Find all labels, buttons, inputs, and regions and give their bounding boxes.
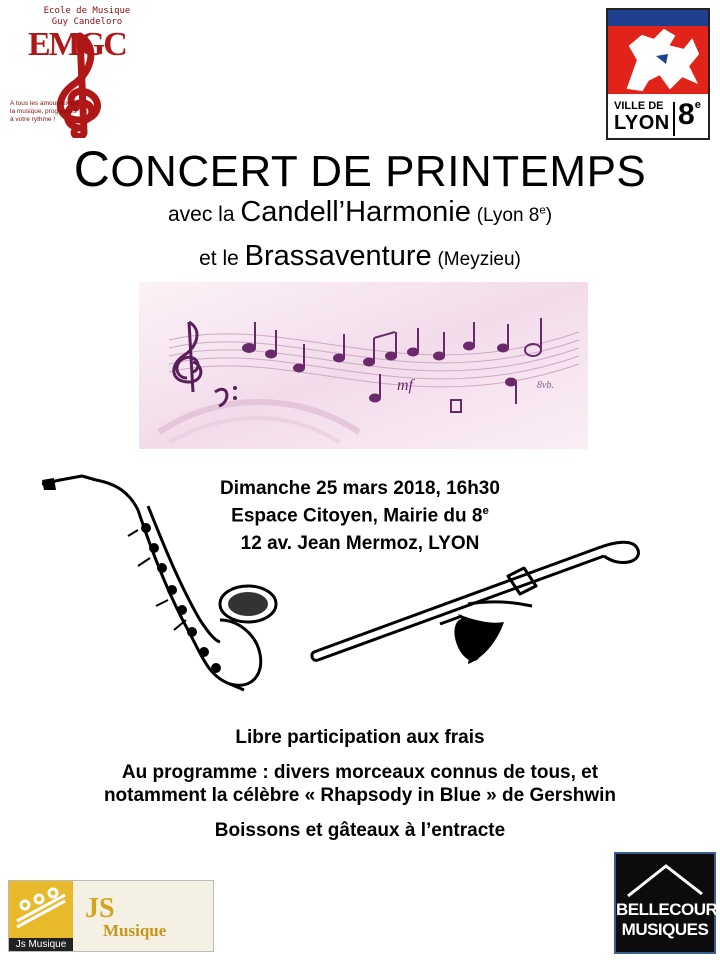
page-title xyxy=(0,140,720,198)
emgc-monogram: EMGC xyxy=(28,26,126,63)
group2-prefix: et le xyxy=(199,247,245,270)
group-line-1 xyxy=(0,196,720,229)
group1-prefix: avec la xyxy=(167,203,241,226)
music-banner-image xyxy=(139,282,588,449)
bellecour-musiques-logo xyxy=(614,852,716,954)
saxophone-icon xyxy=(38,470,278,696)
octave-marking: 8vb. xyxy=(537,380,554,391)
js-musique-logo xyxy=(8,880,214,952)
group1-place xyxy=(477,205,552,226)
group1-place-text: (Lyon 8 xyxy=(476,205,540,226)
lion-icon xyxy=(608,10,708,94)
ville-de-label: VILLE DE xyxy=(614,100,664,112)
participation-note: Libre participation aux frais xyxy=(235,727,485,748)
emgc-tagline: A tous les amoureux de la musique, progressez à votre rythme ! xyxy=(10,100,78,123)
emgc-school-line1: Ecole de Musique xyxy=(43,6,131,16)
arrondissement-suffix: e xyxy=(694,99,701,111)
event-venue xyxy=(0,505,720,527)
programme-line-1: Au programme : divers morceaux connus de tous, et xyxy=(121,762,599,783)
refreshments-note: Boissons et gâteaux à l’entracte xyxy=(214,820,506,841)
group-line-2 xyxy=(0,240,720,273)
event-address: 12 av. Jean Mermoz, LYON xyxy=(240,533,480,554)
emgc-logo xyxy=(10,6,145,138)
js-musique-brand-bottom: Musique xyxy=(103,921,167,940)
group1-place-end: ) xyxy=(545,205,553,226)
arrondissement-number: 8 xyxy=(678,98,695,131)
ville-de-lyon-logo xyxy=(606,8,710,140)
js-musique-brand-top: JS xyxy=(85,893,115,924)
event-venue-text: Espace Citoyen, Mairie du 8 xyxy=(231,505,483,527)
dynamic-marking: mf xyxy=(397,377,413,394)
arrondissement-label xyxy=(678,98,701,132)
js-musique-caption: Js Musique xyxy=(9,938,73,951)
group2-place: (Meyzieu) xyxy=(437,249,521,270)
group1-name: Candell’Harmonie xyxy=(240,196,471,228)
roof-icon xyxy=(626,860,704,900)
bellecour-line2: MUSIQUES xyxy=(621,920,709,939)
lyon-separator xyxy=(673,102,675,136)
group2-name: Brassaventure xyxy=(244,240,432,272)
title-initial: C xyxy=(73,141,111,197)
title-rest: ONCERT DE PRINTEMPS xyxy=(110,147,647,196)
group1-place-sup: e xyxy=(539,204,546,217)
programme-line-2: notamment la célèbre « Rhapsody in Blue » de Gershwin xyxy=(103,785,617,806)
event-venue-sup: e xyxy=(482,505,489,517)
emgc-school-line2: Guy Candeloro xyxy=(51,17,123,27)
bellecour-line1: BELLECOUR xyxy=(616,900,718,919)
lyon-label: LYON xyxy=(614,112,670,134)
emgc-school-name xyxy=(32,6,142,28)
event-date: Dimanche 25 mars 2018, 16h30 xyxy=(220,478,500,499)
